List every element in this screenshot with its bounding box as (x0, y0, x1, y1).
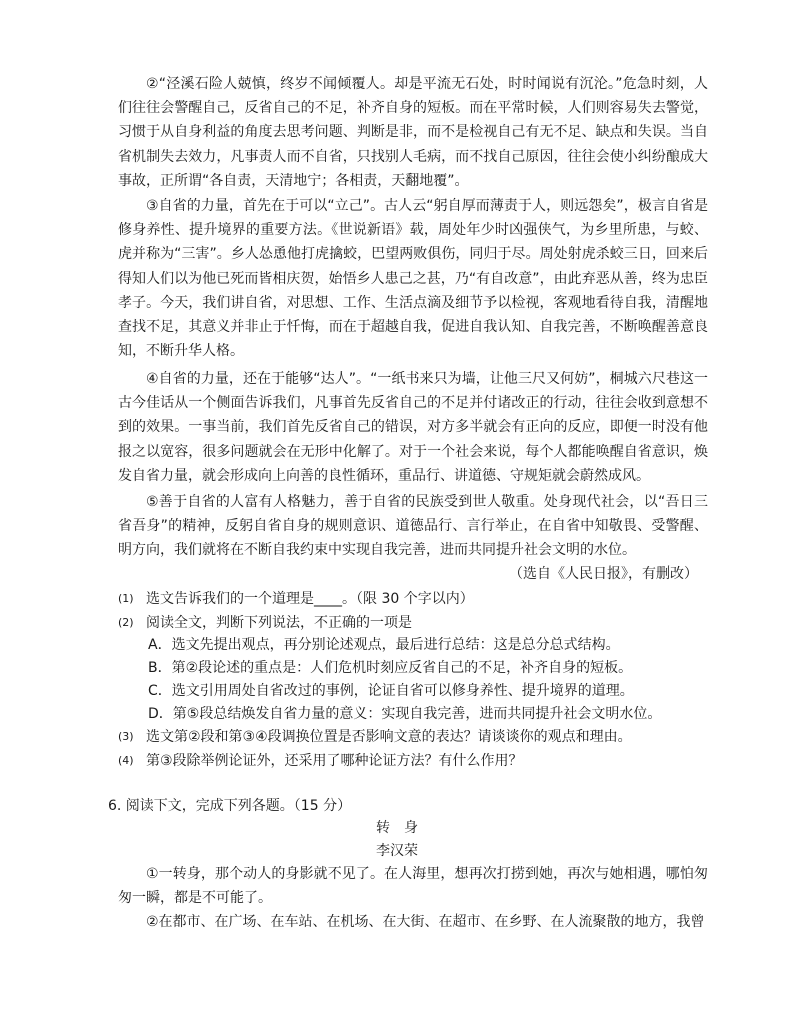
option-c: C．选文引用周处自省改过的事例，论证自省可以修身养性、提升境界的道理。 (148, 683, 634, 699)
option-a: A．选文先提出观点，再分别论述观点，最后进行总结：这是总分总式结构。 (148, 637, 620, 653)
passage-paragraph-5: ⑤善于自省的人富有人格魅力，善于自省的民族受到世人敬重。处身现代社会，以“吾日三省吾身”的精神，反躬自省自身的规则意识、道德品行、言行举止，在自省中知敬畏、受警醒、明方向，我们就将在不断自我约束中实现自我完善，进而共同提升社会文明的水位。 (118, 494, 708, 559)
passage-paragraph-3: ③自省的力量，首先在于可以“立己”。古人云“躬自厚而薄责于人，则远怨矣”，极言自省是修身养性、提升境界的重要方法。《世说新语》载，周处年少时凶强侠气，为乡里所患，与蛟、虎并称为“三害”。乡人怂恿他打虎擒蛟，巴望两败俱伤，同归于尽。周处射虎杀蛟三日，回来后得知人们以为他已死而皆相庆贺，始悟乡人患己之甚，乃“有自改意”，由此弃恶从善，终为忠臣孝子。今天，我们讲自省，对思想、工作、生活点滴及细节予以检视，客观地看待自我，清醒地查找不足，其意义并非止于忏悔，而在于超越自我，促进自我认知、自我完善，不断唤醒善意良知，不断升华人格。 (118, 198, 708, 360)
question-text: 选文第②段和第③④段调换位置是否影响文意的表达？请谈谈你的观点和理由。 (146, 729, 632, 745)
question-number: (4) (118, 754, 134, 767)
option-b: B．第②段论述的重点是：人们危机时刻应反省自己的不足，补齐自身的短板。 (148, 660, 633, 676)
question-text: 阅读全文，判断下列说法，不正确的一项是 (146, 615, 412, 631)
question-text: 选文告诉我们的一个道理是____。（限 30 个字以内） (146, 591, 474, 607)
passage-paragraph-4: ④自省的力量，还在于能够“达人”。“一纸书来只为墙，让他三尺又何妨”，桐城六尺巷这一古今佳话从一个侧面告诉我们，凡事首先反省自己的不足并付诸改正的行动，往往会收到意想不到的效果。一事当前，我们首先反省自己的错误，对方多半就会有正向的反应，即便一时没有他报之以宽容，很多问题就会在无形中化解了。对于一个社会来说，每个人都能唤醒自省意识，焕发自省力量，就会形成向上向善的良性循环，重品行、讲道德、守规矩就会蔚然成风。 (118, 371, 708, 484)
question-number: (1) (118, 592, 134, 605)
option-d: D．第⑤段总结焕发自省力量的意义：实现自我完善，进而共同提升社会文明水位。 (148, 706, 662, 722)
question-number: (3) (118, 730, 134, 743)
story-paragraph-2: ②在都市、在广场、在车站、在机场、在大街、在超市、在乡野、在人流聚散的地方，我曾 (146, 914, 705, 930)
story-author: 李汉荣 (376, 843, 418, 859)
story-title: 转身 (376, 820, 432, 836)
section-heading: 6. 阅读下文，完成下列各题。（15 分） (108, 798, 352, 814)
story-paragraph-1: ①一转身，那个动人的身影就不见了。在人海里，想再次打捞到她，再次与她相遇，哪怕匆匆一瞬，都是不可能了。 (118, 866, 708, 907)
question-text: 第③段除举例论证外，还采用了哪种论证方法？有什么作用？ (146, 753, 523, 769)
passage-source: （选自《人民日报》，有删改） (509, 566, 698, 582)
question-number: (2) (118, 616, 134, 629)
passage-paragraph-2: ②“泾溪石险人兢慎，终岁不闻倾覆人。却是平流无石处，时时闻说有沉沦。”危急时刻，人们往往会警醒自己，反省自己的不足，补齐自身的短板。而在平常时候，人们则容易失去警觉，习惯于从自身利益的角度去思考问题、判断是非，而不是检视自己有无不足、缺点和失误。当自省机制失去效力，凡事责人而不自省，只找别人毛病，而不找自己原因，往往会使小纠纷酿成大事故，正所谓“各自责，天清地宁；各相责，天翻地覆”。 (118, 76, 708, 189)
